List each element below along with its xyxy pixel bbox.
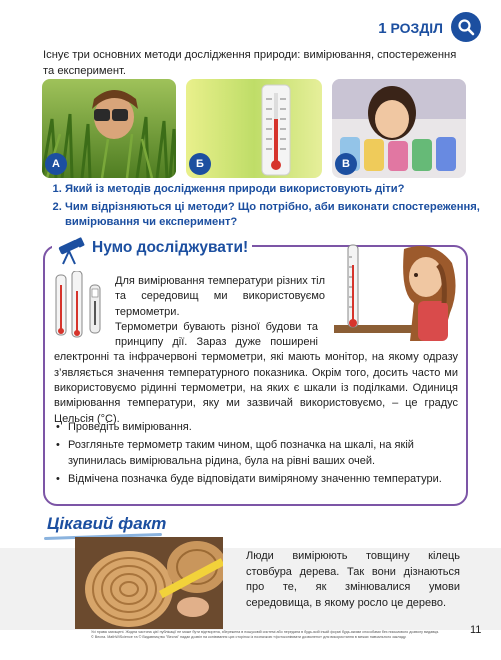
section-label-text: РОЗДІЛ xyxy=(390,20,443,36)
research-bullet-list xyxy=(56,420,456,490)
bullet-3: • Відмічена позначка буде відповідати виміряному значенню температури. xyxy=(56,472,456,487)
intro-text: Існує три основних методи дослідження природи: вимірювання, спостереження та експеримент. xyxy=(43,49,457,77)
bullet-2: • Розгляньте термометр таким чином, щоб позначка на шкалі, на якій зупинилась вимірювальна рідина, була на рівні ваших очей. xyxy=(56,438,456,469)
photo-thermometer xyxy=(186,79,322,178)
research-box-title: Нумо досліджувати! xyxy=(92,239,249,256)
telescope-icon xyxy=(55,237,85,270)
photo-binoculars-child xyxy=(42,79,176,178)
photo-experiment-girl xyxy=(332,79,466,178)
question-2: 2. Чим відрізняються ці методи? Що потрібно, аби виконати спостереження, вимірювання чи експеримент? xyxy=(65,200,485,231)
fact-title: Цікавий факт xyxy=(47,514,167,533)
section-number: 1 xyxy=(378,20,387,37)
question-list xyxy=(47,182,485,233)
photo-letter-b: Б xyxy=(189,153,211,175)
bullet-1: • Проведіть вимірювання. xyxy=(56,420,456,435)
tree-rings-photo xyxy=(75,537,223,629)
research-paragraph-2-text: Термометри бувають різної будови та принципу дії. Зараз дуже поширені електронні та інфрачервоні термометри, які мають монітор, на якому одразу з’являється значення температурного показника. Окрім того, досить часто ми використовуємо рідинні термометри, на яких є шкали із поділками. Одиниця вимірювання температури, яку ми зазвичай використовуємо, – це градус Цельсія (°С). xyxy=(54,320,458,425)
research-box-text xyxy=(54,274,458,427)
section-label xyxy=(378,20,443,37)
copyright-footnote: Усі права захищені. Жодна частина цієї публікації не може бути відтворена, збережена в пошуковій системі або передана в будь-якій іншій формі будь-якими способами без письмового дозволу видавця. © Весна. MathWiScience та © Видавництво "Весна" надає дозвіл на копіювання цих сторінок із позначкою «фотокопіювати дозволено» для використання в межах навчального закладу. xyxy=(91,630,440,639)
photo-letter-a: А xyxy=(45,153,67,175)
research-paragraph-1: Для вимірювання температури різних тіл та середовищ ми використовуємо термометри. xyxy=(115,275,325,318)
research-paragraph-2 xyxy=(54,320,458,427)
page-number: 11 xyxy=(470,624,482,636)
photo-letter-c: В xyxy=(335,153,357,175)
question-1: 1. Який із методів дослідження природи використовують діти? xyxy=(65,182,485,198)
search-icon xyxy=(451,12,481,42)
fact-text: Люди вимірюють товщину кілець стовбура дерева. Так вони дізнаються про те, як змінювалися умови середовища, в якому росло це дерево. xyxy=(246,550,460,609)
